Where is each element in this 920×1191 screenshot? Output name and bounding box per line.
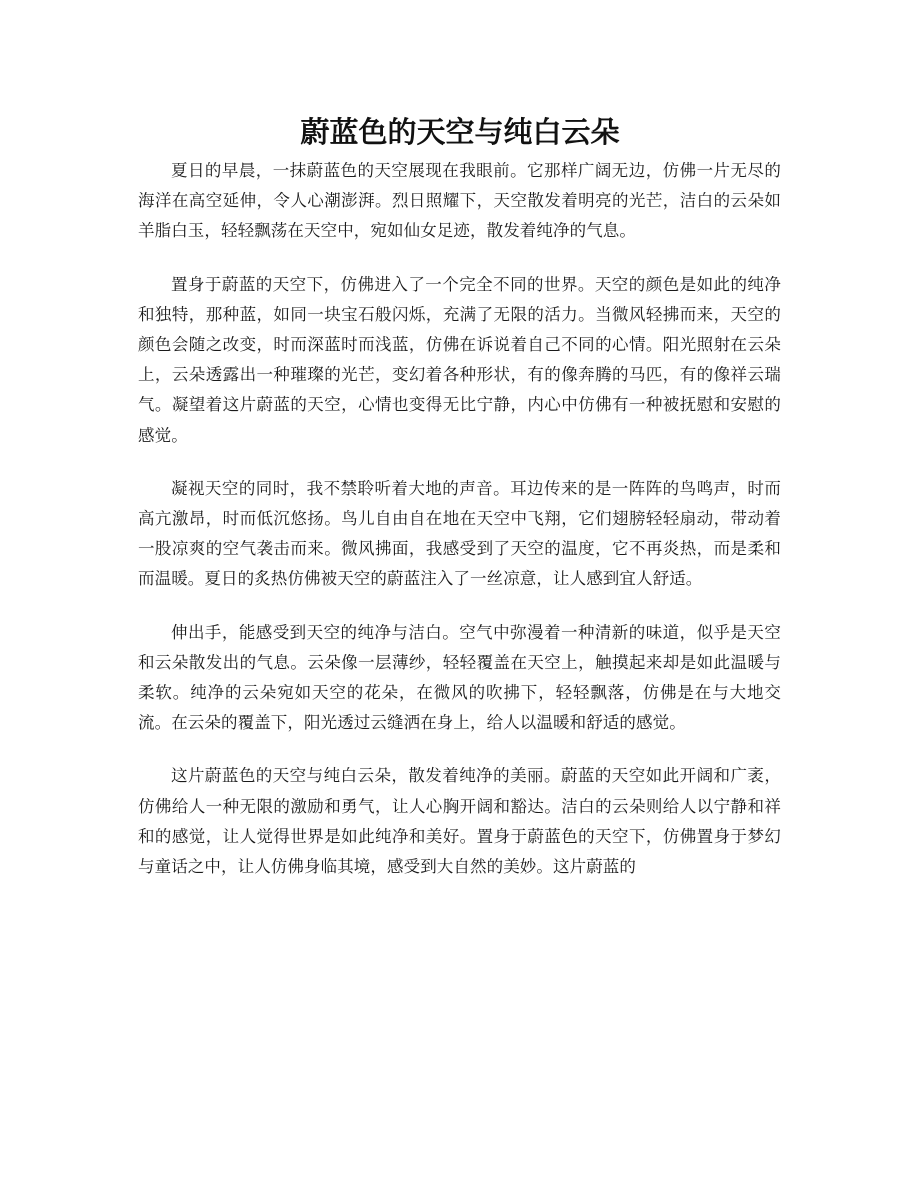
document-body (138, 156, 781, 882)
document-title: 蔚蓝色的天空与纯白云朵 (300, 115, 620, 149)
paragraph-1: 夏日的早晨，一抹蔚蓝色的天空展现在我眼前。它那样广阔无边，仿佛一片无尽的海洋在高空延伸，令人心潮澎湃。烈日照耀下，天空散发着明亮的光芒，洁白的云朵如羊脂白玉，轻轻飘荡在天空中，宛如仙女足迹，散发着纯净的气息。 (138, 161, 781, 241)
paragraph-2: 置身于蔚蓝的天空下，仿佛进入了一个完全不同的世界。天空的颜色是如此的纯净和独特，那种蓝，如同一块宝石般闪烁，充满了无限的活力。当微风轻拂而来，天空的颜色会随之改变，时而深蓝时而浅蓝，仿佛在诉说着自己不同的心情。阳光照射在云朵上，云朵透露出一种璀璨的光芒，变幻着各种形状，有的像奔腾的马匹，有的像祥云瑞气。凝望着这片蔚蓝的天空，心情也变得无比宁静，内心中仿佛有一种被抚慰和安慰的感觉。 (138, 274, 781, 445)
paragraph-5: 这片蔚蓝色的天空与纯白云朵，散发着纯净的美丽。蔚蓝的天空如此开阔和广袤，仿佛给人一种无限的激励和勇气，让人心胸开阔和豁达。洁白的云朵则给人以宁静和祥和的感觉，让人觉得世界是如此纯净和美好。置身于蔚蓝色的天空下，仿佛置身于梦幻与童话之中，让人仿佛身临其境，感受到大自然的美妙。这片蔚蓝的 (138, 766, 781, 877)
paragraph-3: 凝视天空的同时，我不禁聆听着大地的声音。耳边传来的是一阵阵的鸟鸣声，时而高亢激昂，时而低沉悠扬。鸟儿自由自在地在天空中飞翔，它们翅膀轻轻扇动，带动着一股凉爽的空气袭击而来。微风拂面，我感受到了天空的温度，它不再炎热，而是柔和而温暖。夏日的炙热仿佛被天空的蔚蓝注入了一丝凉意，让人感到宜人舒适。 (138, 478, 781, 589)
paragraph-4: 伸出手，能感受到天空的纯净与洁白。空气中弥漫着一种清新的味道，似乎是天空和云朵散发出的气息。云朵像一层薄纱，轻轻覆盖在天空上，触摸起来却是如此温暖与柔软。纯净的云朵宛如天空的花朵，在微风的吹拂下，轻轻飘落，仿佛是在与大地交流。在云朵的覆盖下，阳光透过云缝洒在身上，给人以温暖和舒适的感觉。 (138, 622, 781, 733)
